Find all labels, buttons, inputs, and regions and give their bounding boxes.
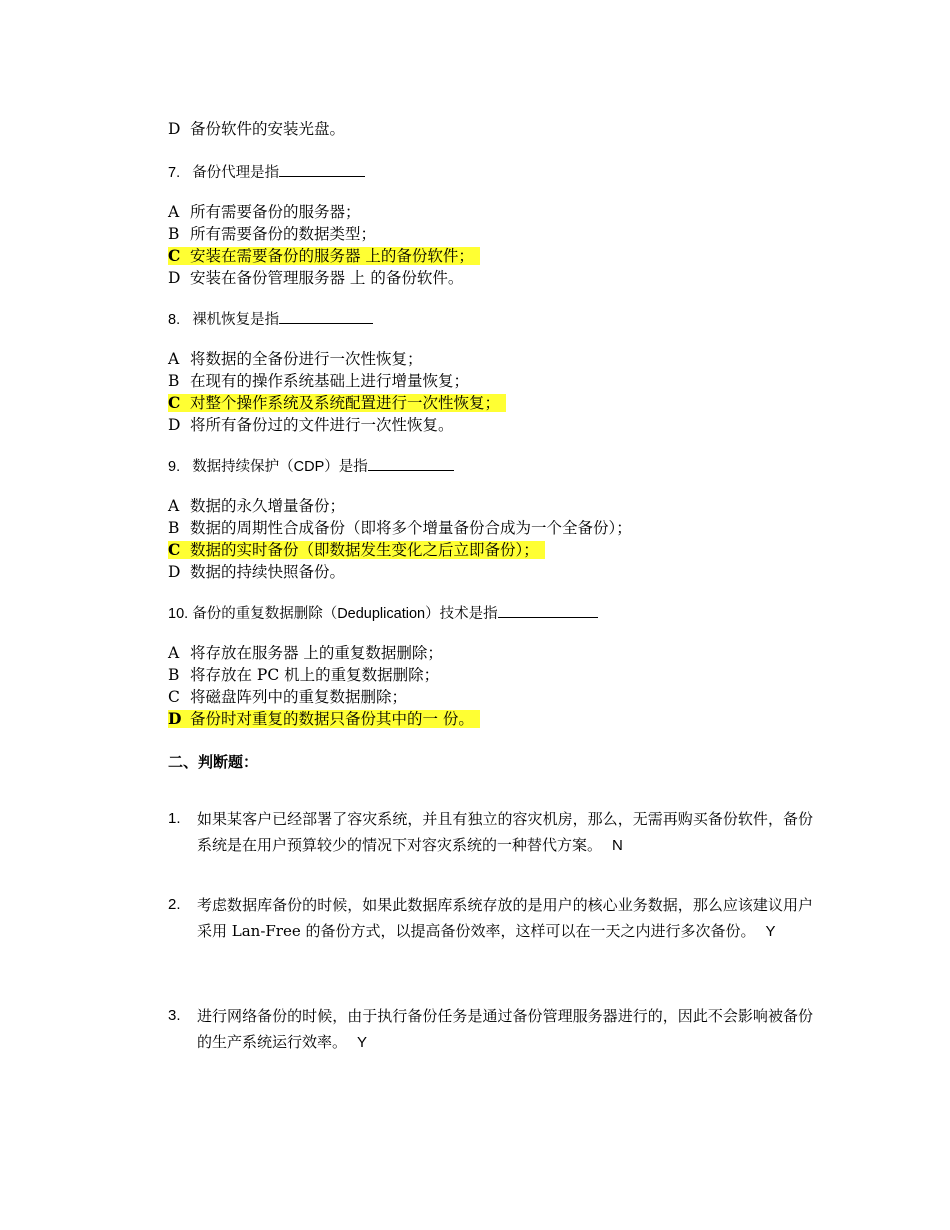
question-9-option-b <box>168 517 632 539</box>
answer-blank <box>498 602 598 618</box>
answer-blank <box>368 455 454 471</box>
judgment-number: 1. <box>168 810 181 827</box>
question-text: 裸机恢复是指 <box>192 312 280 328</box>
carryover-option <box>168 118 345 140</box>
question-7-stem <box>168 161 365 183</box>
question-8-stem <box>168 308 373 330</box>
question-text: 备份代理是指 <box>192 165 280 181</box>
correct-answer-highlight <box>168 710 480 728</box>
option-text: 将所有备份过的文件进行一次性恢复。 <box>190 416 454 434</box>
judgment-answer: Y <box>765 923 776 940</box>
option-text: 数据的实时备份（即数据发生变化之后立即备份）； <box>190 541 539 559</box>
question-number: 10. <box>168 606 189 622</box>
option-letter: B <box>168 225 180 243</box>
option-text: 数据的周期性合成备份（即将多个增量备份合成为一个全备份）； <box>190 519 632 537</box>
answer-blank <box>279 308 373 324</box>
question-8-option-b <box>168 370 469 392</box>
judgment-text: 如果某客户已经部署了容灾系统，并且有独立的容灾机房，那么，无需再购买备份软件，备份系统是在用户预算较少的情况下对容灾系统的一种替代方案。 <box>197 810 813 854</box>
option-letter: A <box>168 644 180 662</box>
option-text: 在现有的操作系统基础上进行增量恢复； <box>190 372 470 390</box>
correct-answer-highlight <box>168 541 545 559</box>
option-text: 对整个操作系统及系统配置进行一次性恢复； <box>190 394 501 412</box>
option-text: 所有需要备份的数据类型； <box>190 225 377 243</box>
question-7-option-c <box>168 245 480 267</box>
option-letter: B <box>168 666 180 684</box>
option-letter: C <box>168 540 181 559</box>
option-letter: D <box>168 563 181 581</box>
question-8-option-a <box>168 348 423 370</box>
question-10-option-b <box>168 664 439 686</box>
option-letter: C <box>168 393 181 412</box>
option-text: 数据的永久增量备份； <box>190 497 346 515</box>
section-title: 二、判断题： <box>168 753 259 771</box>
option-letter: B <box>168 372 180 390</box>
option-text: 备份时对重复的数据只备份其中的一 份。 <box>190 710 474 728</box>
question-text: 备份的重复数据删除（Deduplication）技术是指 <box>192 606 498 622</box>
question-9-option-c <box>168 539 545 561</box>
answer-blank <box>279 161 365 177</box>
option-letter: D <box>168 709 182 728</box>
option-text: 安装在需要备份的服务器 上的备份软件； <box>190 247 474 265</box>
question-7-option-a <box>168 201 361 223</box>
question-8-option-d <box>168 414 454 436</box>
question-7-option-d <box>168 267 463 289</box>
option-text: 数据的持续快照备份。 <box>190 563 346 581</box>
question-10-option-d <box>168 708 480 730</box>
option-text: 备份软件的安装光盘。 <box>190 120 346 138</box>
option-letter: B <box>168 519 180 537</box>
question-10-stem <box>168 602 598 624</box>
option-text: 将磁盘阵列中的重复数据删除； <box>190 688 408 706</box>
question-number: 8. <box>168 312 181 328</box>
option-letter: A <box>168 203 180 221</box>
judgment-answer: Y <box>357 1034 368 1051</box>
option-text: 将数据的全备份进行一次性恢复； <box>190 350 423 368</box>
option-letter: D <box>168 269 181 287</box>
question-number: 9. <box>168 459 181 475</box>
option-text: 将存放在 PC 机上的重复数据删除； <box>190 666 440 684</box>
question-8-option-c <box>168 392 506 414</box>
judgment-answer: N <box>612 837 623 854</box>
judgment-number: 2. <box>168 896 181 913</box>
correct-answer-highlight <box>168 394 506 412</box>
question-10-option-c <box>168 686 407 708</box>
option-letter: A <box>168 497 180 515</box>
option-letter: D <box>168 120 181 138</box>
judgment-text: 进行网络备份的时候，由于执行备份任务是通过备份管理服务器进行的，因此不会影响被备份的生产系统运行效率。 <box>197 1007 813 1051</box>
option-text: 所有需要备份的服务器； <box>190 203 361 221</box>
option-letter: C <box>168 688 180 706</box>
correct-answer-highlight <box>168 247 480 265</box>
question-7-option-b <box>168 223 376 245</box>
option-letter: D <box>168 416 181 434</box>
question-text: 数据持续保护（CDP）是指 <box>192 459 368 475</box>
option-text: 安装在备份管理服务器 上 的备份软件。 <box>190 269 464 287</box>
judgment-item-1 <box>168 806 813 859</box>
option-letter: C <box>168 246 181 265</box>
judgment-number: 3. <box>168 1007 181 1024</box>
question-10-option-a <box>168 642 443 664</box>
question-9-option-d <box>168 561 345 583</box>
judgment-text: 考虑数据库备份的时候，如果此数据库系统存放的是用户的核心业务数据，那么应该建议用户采用 Lan-Free 的备份方式，以提高备份效率，这样可以在一天之内进行多次备份。 <box>197 896 813 940</box>
option-letter: A <box>168 350 180 368</box>
question-number: 7. <box>168 165 181 181</box>
option-text: 将存放在服务器 上的重复数据删除； <box>190 644 443 662</box>
judgment-item-3 <box>168 1003 813 1056</box>
judgment-item-2 <box>168 892 813 945</box>
question-9-option-a <box>168 495 345 517</box>
question-9-stem <box>168 455 454 477</box>
